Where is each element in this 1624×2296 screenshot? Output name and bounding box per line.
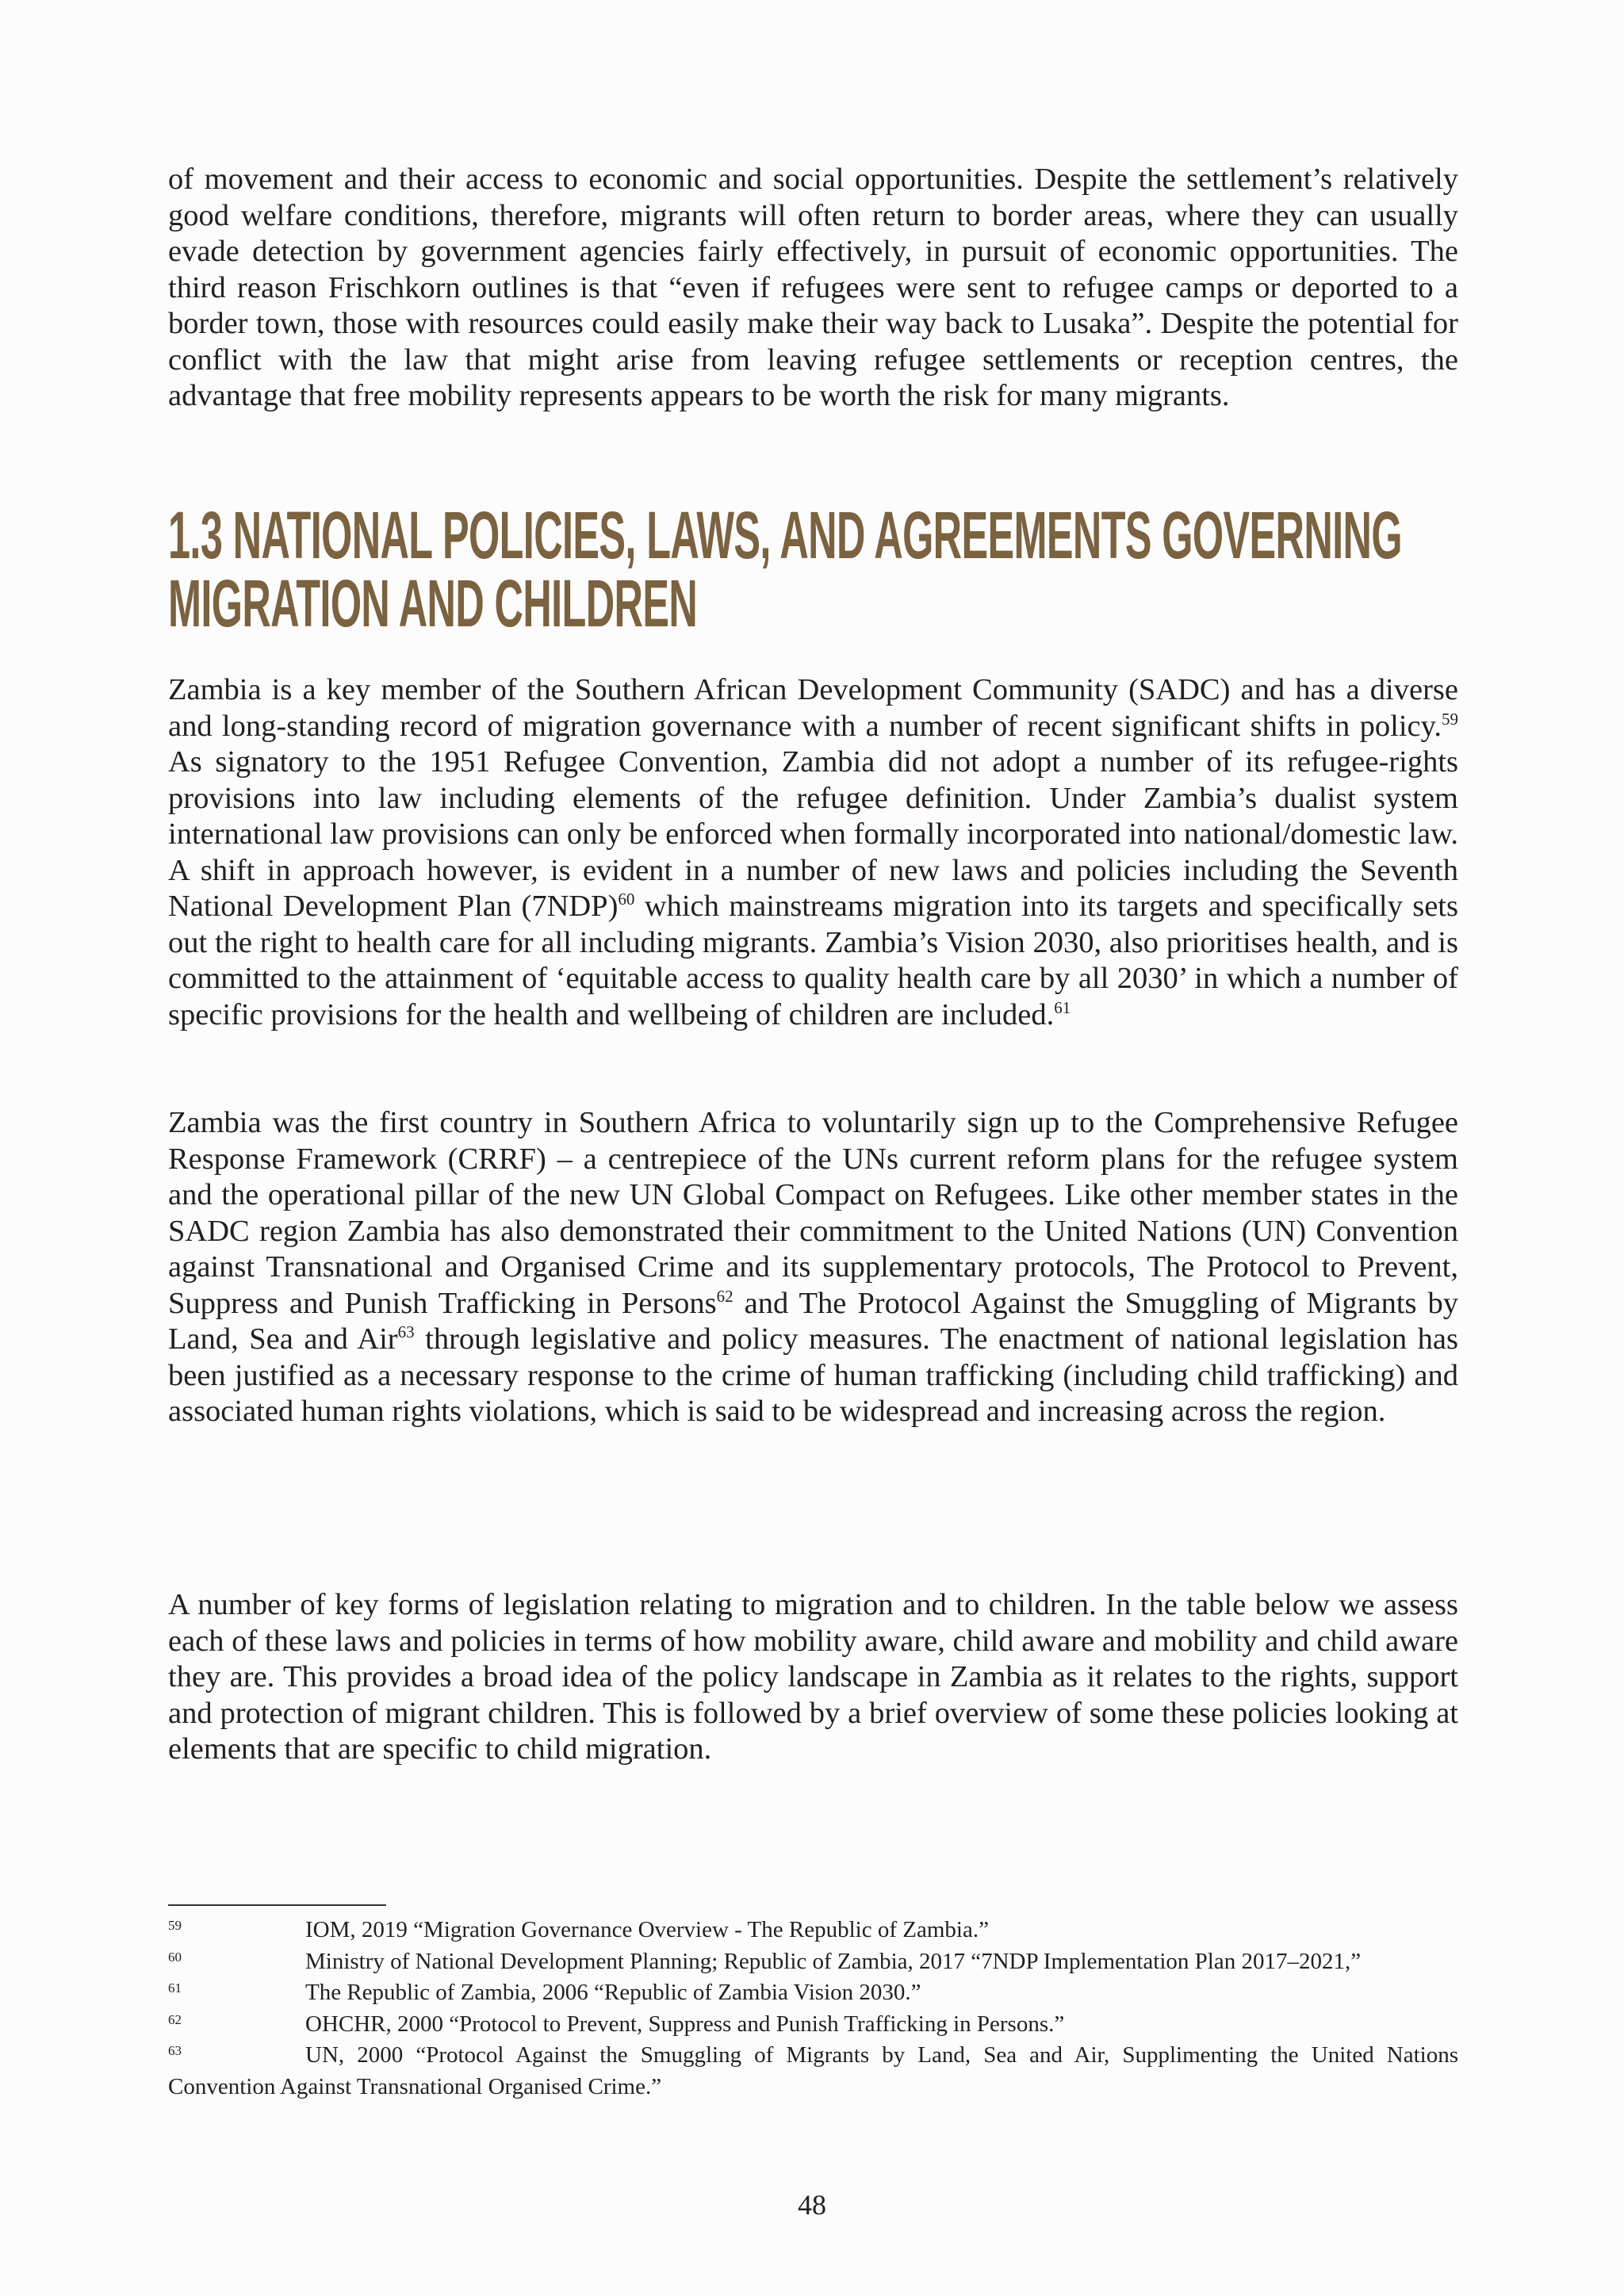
text: through legislative and policy measures. The enactment of national legislation has been justified as a necessary response to the crime of human trafficking (including child trafficking) and associated human rights violations, which is said to be widespread and increasing across the region. <box>168 1322 1459 1428</box>
footnote <box>168 1946 1458 1978</box>
footnote <box>168 1915 1458 1946</box>
footnote-ref: 60 <box>618 890 635 909</box>
paragraph-crrf <box>168 1105 1458 1430</box>
footnote-text: UN, 2000 “Protocol Against the Smuggling of Migrants by Land, Sea and Air, Supplimenting the United Nations Convention Against Transnational Organised Crime.” <box>168 2042 1458 2099</box>
paragraph-sadc <box>168 672 1458 1033</box>
text: and The Protocol Against the Smuggling of Migrants by Land, Sea and Air <box>168 1286 1458 1356</box>
footnote-text: The Republic of Zambia, 2006 “Republic of Zambia Vision 2030.” <box>305 1980 921 2005</box>
footnote-divider <box>168 1904 386 1906</box>
text: Zambia was the first country in Southern Africa to voluntarily sign up to the Comprehensive Refugee Response Framework (CRRF) – a centrepiece of the UNs current reform plans for the refugee system and the operational pillar of the new UN Global Compact on Refugees. Like other member states in the SADC region Zambia has also demonstrated their commitment to the United Nations (UN) Convention against Transnational and Organised Crime and its supplementary protocols, The Protocol to Prevent, Suppress and Punish Trafficking in Persons <box>168 1106 1458 1320</box>
footnote <box>168 1977 1458 2009</box>
text: Zambia is a key member of the Southern African Development Community (SADC) and has a diverse and long-standing record of migration governance with a number of recent significant shifts in policy. <box>168 673 1458 743</box>
footnotes <box>168 1915 1458 2103</box>
footnote <box>168 2009 1458 2041</box>
footnote-number: 60 <box>168 1949 182 1965</box>
footnote-ref: 59 <box>1442 709 1458 729</box>
paragraph-continuation: of movement and their access to economic and social opportunities. Despite the settlement’s relatively good welfare conditions, therefore, migrants will often return to border areas, where they can usually evade detection by government agencies fairly effectively, in pursuit of economic opportunities. The third reason Frischkorn outlines is that “even if refugees were sent to refugee camps or deported to a border town, those with resources could easily make their way back to Lusaka”. Despite the potential for conflict with the law that might arise from leaving refugee settlements or reception centres, the advantage that free mobility represents appears to be worth the risk for many migrants. <box>168 163 1458 412</box>
footnote-text: Ministry of National Development Planning; Republic of Zambia, 2017 “7NDP Implementation Plan 2017–2021,” <box>305 1948 1362 1974</box>
footnote-text: OHCHR, 2000 “Protocol to Prevent, Suppress and Punish Trafficking in Persons.” <box>305 2011 1065 2037</box>
footnote-text: IOM, 2019 “Migration Governance Overview - The Republic of Zambia.” <box>305 1917 989 1942</box>
footnote-number: 59 <box>168 1918 182 1933</box>
text: As signatory to the 1951 Refugee Convention, Zambia did not adopt a number of its refugee-rights provisions into law including elements of the refugee definition. Under Zambia’s dualist system international law provisions can only be enforced when formally incorporated into national/domestic law. A shift in approach however, is evident in a number of new laws and policies including the Seventh National Development Plan (7NDP) <box>168 745 1458 923</box>
footnote-number: 61 <box>168 1980 182 1996</box>
footnote <box>168 2040 1458 2103</box>
text: which mainstreams migration into its targets and specifically sets out the right to health care for all including migrants. Zambia’s Vision 2030, also prioritises health, and is committed to the attainment of ‘equitable access to quality health care by all 2030’ in which a number of specific provisions for the health and wellbeing of children are included. <box>168 890 1458 1031</box>
footnote-number: 63 <box>168 2043 182 2058</box>
footnote-number: 62 <box>168 2011 182 2027</box>
footnote-ref: 63 <box>397 1322 415 1342</box>
footnote-ref: 61 <box>1054 997 1071 1017</box>
paragraph-legislation: A number of key forms of legislation relating to migration and to children. In the table below we assess each of these laws and policies in terms of how mobility aware, child aware and mobility and child aware they are. This provides a broad idea of the policy landscape in Zambia as it relates to the rights, support and protection of migrant children. This is followed by a brief overview of some these policies looking at elements that are specific to child migration. <box>168 1588 1458 1766</box>
footnote-ref: 62 <box>716 1286 733 1306</box>
section-heading: 1.3 NATIONAL POLICIES, LAWS, AND AGREEMENTS GOVERNING MIGRATION AND CHILDREN <box>168 498 1402 641</box>
page-number: 48 <box>798 2189 826 2221</box>
